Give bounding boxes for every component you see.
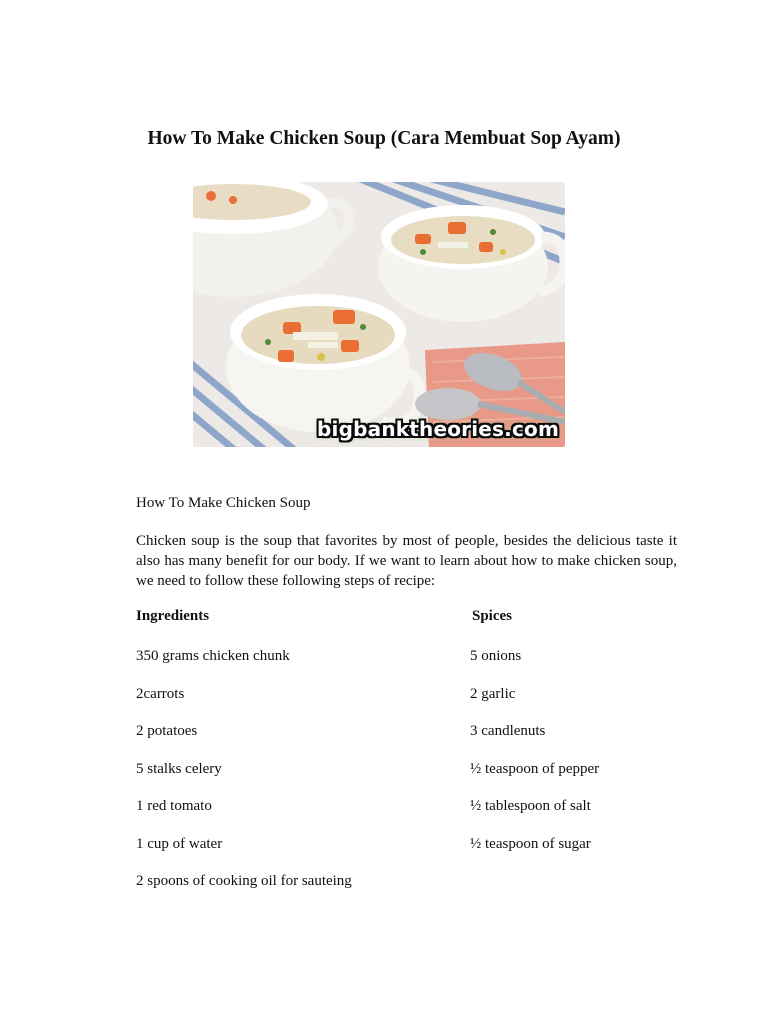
ingredient-item: 5 stalks celery (136, 760, 222, 777)
ingredient-item: 2 spoons of cooking oil for sauteing (136, 873, 352, 889)
ingredient-item: 1 cup of water (136, 835, 223, 852)
chicken-soup-photo (193, 182, 565, 447)
spices-list (470, 646, 599, 871)
image-watermark: bigbanktheories.com (317, 417, 559, 441)
spice-item: 3 candlenuts (470, 723, 546, 739)
ingredient-item: 1 red tomato (136, 798, 212, 814)
ingredient-item: 2 potatoes (136, 723, 198, 739)
spice-item: ½ teaspoon of sugar (470, 835, 591, 852)
ingredients-list (136, 646, 352, 909)
intro-paragraph: Chicken soup is the soup that favorites by most of people, besides the delicious taste it also has many benefit for our body. If we want to learn about how to make chicken soup, we need to follow these following steps of recipe: (136, 533, 677, 589)
ingredient-item: 2carrots (136, 685, 185, 702)
soup-illustration (193, 182, 565, 447)
spice-item: ½ teaspoon of pepper (470, 760, 600, 777)
spice-item: 2 garlic (470, 685, 516, 702)
spices-heading: Spices (472, 608, 513, 624)
ingredient-item: 350 grams chicken chunk (136, 648, 290, 664)
section-subtitle: How To Make Chicken Soup (136, 495, 311, 511)
spice-item: 5 onions (470, 648, 522, 664)
document-title: How To Make Chicken Soup (Cara Membuat Sop Ayam) (147, 128, 621, 149)
spice-item: ½ tablespoon of salt (470, 798, 591, 814)
ingredients-heading: Ingredients (136, 608, 210, 624)
